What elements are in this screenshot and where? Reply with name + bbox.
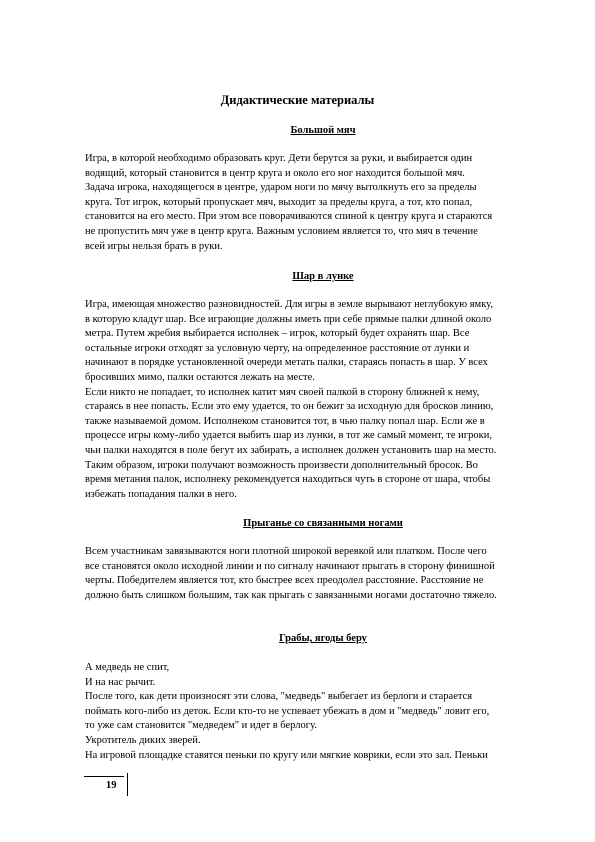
text-line: Таким образом, игроки получают возможность произвести дополнительный бросок. Во	[85, 459, 478, 471]
text-line: Задача игрока, находящегося в центре, ударом ноги по мячу вытолкнуть его за пределы	[85, 182, 477, 194]
text-line: также называемой домом. Исполнеком становится тот, в чью палку попал шар. Если же в	[85, 415, 485, 427]
section-heading: Прыганье со связанными ногами	[243, 518, 403, 529]
text-line: начинают в порядке установленной очереди метать палки, стараясь попасть в шар. У всех	[85, 357, 488, 369]
text-line: круга. Тот игрок, который пропускает мяч, выходит за пределы круга, а тот, кто попал,	[85, 196, 473, 208]
section-heading: Грабы, ягоды беру	[279, 633, 367, 644]
text-line: Игра, в которой необходимо образовать круг. Дети берутся за руки, и выбирается один	[85, 153, 473, 164]
footer-divider	[127, 773, 128, 796]
section-heading: Большой мяч	[290, 125, 356, 136]
text-line: в которую кладут шар. Все играющие должны иметь при себе прямые палки длиной около	[85, 313, 492, 325]
text-line: должно быть слишком большим, так как прыгать с завязанными ногами достаточно тяжело.	[85, 589, 497, 601]
page-title: Дидактические материалы	[220, 93, 375, 107]
section-paragraph	[85, 298, 561, 502]
text-line: водящий, который становится в центр круга и около его ног находится большой мяч.	[85, 167, 465, 179]
page-number: 19	[106, 780, 117, 791]
text-line: все становятся около исходной линии и по сигналу начинают прыгать в сторону финишной	[85, 560, 495, 572]
text-line: черты. Победителем является тот, кто быстрее всех преодолел расстояние. Расстояние не	[85, 575, 484, 587]
text-line: Всем участникам завязываются ноги плотной широкой веревкой или платком. После чего	[85, 546, 487, 557]
text-line: процессе игры кому-либо удается выбить шар из лунки, в тот же самый момент, те игроки,	[85, 430, 492, 442]
text-line: чьи палки находятся в поле бегут их забирать, а исполнек должен установить шар на место.	[85, 444, 497, 456]
footer-rule	[84, 776, 124, 777]
text-line: Игра, имеющая множество разновидностей. Для игры в земле вырывают неглубокую ямку,	[85, 299, 493, 310]
text-line: то уже сам становится "медведем" и идет в берлогу.	[85, 720, 317, 732]
text-line: всей игры нельзя брать в руки.	[85, 240, 223, 252]
text-line: остальные игроки отходят за условную черту, на определенное расстояние от лунки и	[85, 342, 470, 354]
section-heading: Шар в лунке	[292, 271, 354, 282]
section-paragraph	[85, 545, 561, 603]
text-line: становится на его место. При этом все поворачиваются спиной к центру круга и стараются	[85, 211, 493, 223]
text-line: И на нас рычит.	[85, 676, 156, 688]
text-line: не пропустить мяч уже в центр круга. Важным условием является то, что мяч в течение	[85, 225, 478, 237]
text-line: избежать попадания палки в него.	[85, 488, 237, 500]
text-line: После того, как дети произносят эти слова, "медведь" выбегает из берлоги и старается	[85, 691, 473, 703]
text-line: метра. Путем жребия выбирается исполнек – игрок, который будет охранять шар. Все	[85, 328, 470, 340]
text-line: На игровой площадке ставятся пеньки по кругу или мягкие коврики, если это зал. Пеньки	[85, 749, 488, 761]
section-paragraph	[85, 152, 561, 254]
text-line: стараясь в нее попасть. Если это ему удается, то он бежит за исходную для бросков линию,	[85, 401, 494, 413]
text-line: Укротитель диких зверей.	[85, 734, 201, 746]
text-line: бросивших мимо, палки остаются лежать на месте.	[85, 371, 315, 383]
text-line: поймать кого-либо из деток. Если кто-то не успевает убежать в дом и "медведь" ловит его,	[85, 705, 490, 717]
text-line: А медведь не спит,	[85, 662, 170, 673]
text-line: время метания палок, исполнеку рекомендуется находиться чуть в стороне от шара, чтобы	[85, 474, 491, 486]
text-line: Если никто не попадает, то исполнек катит мяч своей палкой в сторону ближней к нему,	[85, 386, 480, 398]
section-paragraph	[85, 661, 561, 763]
